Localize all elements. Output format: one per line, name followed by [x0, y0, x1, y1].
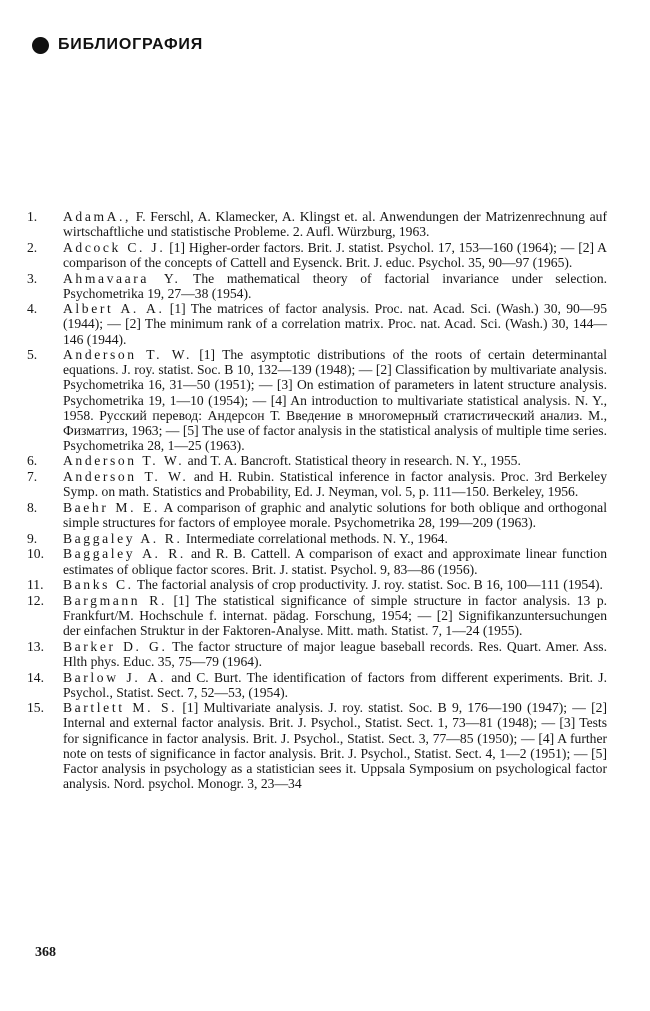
- entry-number: 7.: [27, 469, 38, 485]
- entry-text: [1] Multivariate analysis. J. roy. statist. Soc. B 9, 176—190 (1947); — [2] Internal and external factor analysis. Brit. J. Psychol., Statist. Sect. 1, 73—81 (1948); — [3] Tests for significance in factor analysis. Brit. J. Psychol., Statist. Sect. 3, 77—85 (1950); — [4] A further note on tests of significance in factor analysis. Brit. J. Psychol., Statist. Sect. 4, 1—2 (1951); — [5] Factor analysis in psychology as a statistician sees it. Uppsala Symposium on psychological factor analysis. Nord. psychol. Monogr. 3, 23—34: [63, 700, 607, 791]
- entry-number: 1.: [27, 209, 38, 224]
- bibliography-entry: [27, 469, 607, 499]
- bibliography-entry: [27, 700, 607, 791]
- entry-text: and R. B. Cattell. A comparison of exact and approximate linear function estimates of oblique factor scores. Brit. J. statist. Psychol. 9, 83—86 (1956).: [63, 546, 607, 577]
- entry-number: 15.: [27, 700, 44, 716]
- entry-author: Anderson T. W.: [63, 469, 189, 485]
- entry-author: AdamA.,: [63, 209, 132, 224]
- entry-text: The factorial analysis of crop productivity. J. roy. statist. Soc. B 16, 100—111 (1954).: [136, 577, 603, 593]
- entry-text: and H. Rubin. Statistical inference in factor analysis. Proc. 3rd Berkeley Symp. on math. Statistics and Probability, Ed. J. Neyman, vol. 5, p. 111—150. Berkeley, 1956.: [63, 469, 608, 500]
- entry-text: F. Ferschl, A. Klamecker, A. Klingst et. al. Anwendungen der Matrizenrechnung auf wirtschaftliche und statistische Probleme. 2. Aufl. Würzburg, 1963.: [63, 209, 607, 240]
- entry-text: [1] The asymptotic distributions of the roots of certain determinantal equations. J. roy. statist. Soc. B 10, 132—139 (1948); — [2] Classification by multivariate analysis. Psychometrika 16, 31—50 (1951); — [3] On estimation of parameters in latent structure analysis. Psychometrika 19, 1—10 (1954); — [4] An introduction to multivariate statistical analysis. N. Y., 1958. Русский перевод: Андерсон Т. Введение в многомерный статистический анализ. М., Физматгиз, 1963; — [5] The use of factor analysis in the statistical analysis of multiple time series. Psychometrika 28, 1—25 (1963).: [63, 347, 608, 453]
- entry-author: Baggaley A. R.: [63, 546, 186, 562]
- entry-number: 6.: [27, 453, 38, 469]
- entry-author: Barker D. G.: [63, 638, 168, 654]
- entry-text: and C. Burt. The identification of factors from different experiments. Brit. J. Psychol., Statist. Sect. 7, 52—53, (1954).: [63, 669, 607, 700]
- entry-number: 5.: [27, 347, 38, 363]
- entry-number: 8.: [27, 499, 38, 515]
- bibliography-entry: [27, 347, 607, 453]
- entry-number: 10.: [27, 546, 44, 562]
- entry-author: Barlow J. A.: [63, 669, 166, 685]
- entry-author: Albert A. A.: [63, 301, 165, 317]
- bibliography-entry: [27, 271, 607, 301]
- bibliography-entry: [27, 209, 607, 239]
- entry-number: 14.: [27, 669, 44, 685]
- entry-text: A comparison of graphic and analytic solutions for both oblique and orthogonal simple structures for factors of employee morale. Psychometrika 28, 199—209 (1963).: [63, 499, 607, 531]
- entry-text: [1] The matrices of factor analysis. Proc. nat. Acad. Sci. (Wash.) 30, 90—95 (1944); — [2] The minimum rank of a correlation matrix. Proc. nat. Acad. Sci. (Wash.) 30, 144—146 (1944).: [63, 301, 607, 347]
- entry-author: Banks C.: [63, 577, 134, 593]
- entry-text: Intermediate correlational methods. N. Y., 1964.: [185, 530, 448, 546]
- entry-number: 2.: [27, 239, 38, 255]
- entry-number: 12.: [27, 592, 44, 608]
- entry-number: 4.: [27, 301, 38, 317]
- entry-author: Anderson T. W.: [63, 453, 185, 469]
- entry-number: 3.: [27, 270, 38, 286]
- entry-author: Baggaley A. R.: [63, 530, 183, 546]
- bibliography-entry: [27, 531, 607, 546]
- bibliography-entry: [27, 546, 607, 576]
- bibliography-entry: [27, 453, 607, 468]
- entry-author: Baehr M. E.: [63, 499, 160, 515]
- section-heading: [32, 36, 203, 54]
- bibliography-entry: [27, 577, 607, 592]
- bullet-icon: [32, 37, 49, 54]
- entry-number: 13.: [27, 638, 44, 654]
- entry-text: The mathematical theory of factorial invariance under selection. Psychometrika 19, 27—38 (1954).: [63, 270, 608, 301]
- bibliography-entry: [27, 670, 607, 700]
- section-title: БИБЛИОГРАФИЯ: [58, 36, 204, 53]
- bibliography-entry: [27, 301, 607, 346]
- page-number: 368: [35, 945, 56, 960]
- bibliography-entry: [27, 639, 607, 669]
- entry-text: and T. A. Bancroft. Statistical theory in research. N. Y., 1955.: [187, 453, 521, 469]
- bibliography-entry: [27, 500, 607, 530]
- bibliography-entry: [27, 240, 607, 270]
- entry-number: 9.: [27, 530, 38, 546]
- bibliography-entry: [27, 593, 607, 638]
- entry-text: The factor structure of major league baseball records. Res. Quart. Amer. Ass. Hlth phys. Educ. 35, 75—79 (1964).: [63, 638, 607, 669]
- entry-text: [1] Higher-order factors. Brit. J. statist. Psychol. 17, 153—160 (1964); — [2] A comparison of the concepts of Cattell and Eysenck. Brit. J. educ. Psychol. 35, 90—97 (1965).: [63, 239, 607, 270]
- entry-author: Ahmavaara Y.: [63, 270, 181, 286]
- entry-author: Bartlett M. S.: [63, 700, 178, 716]
- bibliography-list: [27, 209, 607, 791]
- entry-number: 11.: [27, 577, 44, 593]
- entry-text: [1] The statistical significance of simple structure in factor analysis. 13 p. Frankfurt/M. Hochschule f. internat. pädag. Forschung, 1954; — [2] Signifikanzuntersuchungen der einfachen Struktur in der Faktoren-Analyse. Mitt. math. Statist. 7, 1—24 (1955).: [63, 592, 608, 639]
- entry-author: Anderson T. W.: [63, 347, 192, 363]
- entry-author: Bargmann R.: [63, 592, 167, 608]
- entry-author: Adcock C. J.: [63, 239, 166, 255]
